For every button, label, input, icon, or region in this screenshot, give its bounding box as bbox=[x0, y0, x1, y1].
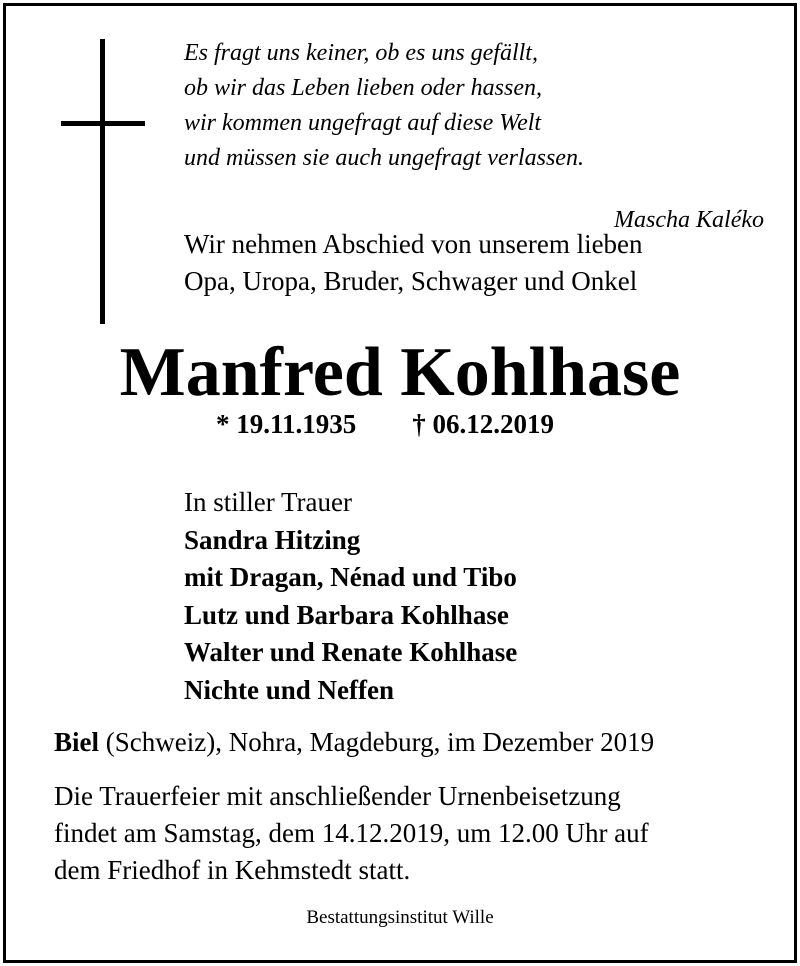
intro-line: Opa, Uropa, Bruder, Schwager und Onkel bbox=[184, 266, 638, 296]
poem-line: wir kommen ungefragt auf diese Welt bbox=[184, 110, 542, 136]
funeral-line: Die Trauerfeier mit anschließender Urnenbeisetzung bbox=[54, 781, 621, 811]
poem-line: Es fragt uns keiner, ob es uns gefällt, bbox=[184, 40, 538, 66]
poem-author: Mascha Kaléko bbox=[614, 207, 764, 233]
mourners-list bbox=[184, 484, 517, 709]
funeral-info bbox=[54, 778, 649, 889]
poem bbox=[184, 36, 764, 233]
deceased-name: Manfred Kohlhase bbox=[119, 334, 681, 411]
mourners-heading: In stiller Trauer bbox=[184, 487, 352, 517]
mourner-name: mit Dragan, Nénad und Tibo bbox=[184, 562, 517, 592]
death-date: † 06.12.2019 bbox=[412, 409, 555, 439]
funeral-line: findet am Samstag, dem 14.12.2019, um 12.00 Uhr auf bbox=[54, 818, 649, 848]
mourner-name: Sandra Hitzing bbox=[184, 524, 361, 555]
birth-date: * 19.11.1935 bbox=[216, 409, 357, 439]
poem-line: und müssen sie auch ungefragt verlassen. bbox=[184, 145, 584, 171]
farewell-intro bbox=[184, 226, 643, 300]
obituary-notice bbox=[3, 3, 797, 963]
mourner-name: Walter und Renate Kohlhase bbox=[184, 637, 518, 667]
undertaker-name: Bestattungsinstitut Wille bbox=[306, 907, 494, 928]
intro-line: Wir nehmen Abschied von unserem lieben bbox=[184, 229, 643, 259]
place-bold: Biel bbox=[54, 727, 99, 757]
cross-vertical-bar bbox=[100, 39, 105, 324]
place-and-date bbox=[54, 724, 654, 760]
mourner-name: Lutz und Barbara Kohlhase bbox=[184, 599, 509, 630]
place-rest: (Schweiz), Nohra, Magdeburg, im Dezember 2019 bbox=[99, 727, 655, 757]
funeral-line: dem Friedhof in Kehmstedt statt. bbox=[54, 855, 411, 885]
life-dates bbox=[216, 406, 554, 442]
cross-horizontal-bar bbox=[61, 121, 145, 126]
mourner-name: Nichte und Neffen bbox=[184, 674, 394, 705]
poem-line: ob wir das Leben lieben oder hassen, bbox=[184, 75, 542, 101]
